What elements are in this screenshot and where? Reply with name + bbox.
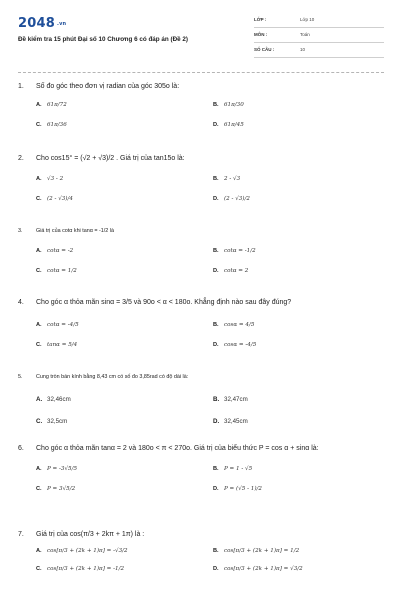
- site-logo[interactable]: [18, 16, 66, 31]
- option-label: D.: [213, 196, 219, 202]
- answer-options: [18, 308, 384, 352]
- option-c[interactable]: [36, 122, 67, 128]
- option-label: A.: [36, 466, 42, 472]
- question-number: 1.: [18, 83, 24, 90]
- option-label: C.: [36, 122, 42, 128]
- question-text: [18, 298, 384, 308]
- option-value: cotα = 1/2: [47, 268, 77, 274]
- option-label: C.: [36, 566, 42, 572]
- question-6: [18, 444, 384, 498]
- question-number: 6.: [18, 445, 24, 452]
- option-label: C.: [36, 196, 42, 202]
- option-label: C.: [36, 418, 43, 425]
- option-value: P = (√5 - 1)/2: [224, 486, 262, 492]
- meta-label: MÔN :: [254, 32, 268, 37]
- option-b[interactable]: [213, 548, 299, 554]
- meta-value: Lớp 10: [300, 17, 315, 22]
- meta-label: LỚP :: [254, 17, 267, 22]
- option-label: D.: [213, 268, 219, 274]
- header: [18, 14, 384, 66]
- meta-value: 10: [300, 47, 306, 52]
- option-d[interactable]: [213, 566, 303, 572]
- option-c[interactable]: [36, 566, 124, 572]
- question-text: [18, 154, 384, 164]
- option-d[interactable]: [213, 418, 248, 425]
- option-label: D.: [213, 342, 219, 348]
- option-value: P = 1 - √5: [224, 466, 253, 472]
- option-d[interactable]: [213, 486, 262, 492]
- option-label: B.: [213, 466, 219, 472]
- option-value: 61π/30: [224, 102, 244, 108]
- option-d[interactable]: [213, 342, 256, 348]
- question-text: [18, 82, 384, 92]
- option-a[interactable]: [36, 396, 71, 403]
- option-d[interactable]: [213, 196, 250, 202]
- option-value: 32,47cm: [224, 396, 248, 403]
- question-body: Cho góc α thỏa mãn sinα = 3/5 và 90o < α < 180o. Khẳng định nào sau đây đúng?: [36, 299, 292, 306]
- option-a[interactable]: [36, 102, 67, 108]
- answer-options: [18, 454, 384, 498]
- question-text: [18, 226, 384, 236]
- option-value: (2 - √3)/4: [47, 196, 73, 202]
- option-value: cotα = 2: [224, 268, 249, 274]
- question-number: 4.: [18, 299, 24, 306]
- option-a[interactable]: [36, 248, 73, 254]
- option-label: D.: [213, 418, 220, 425]
- option-b[interactable]: [213, 322, 254, 328]
- option-label: D.: [213, 122, 219, 128]
- option-d[interactable]: [213, 122, 244, 128]
- meta-row-subject: [254, 31, 384, 43]
- option-label: C.: [36, 268, 42, 274]
- question-body: Cho góc α thỏa mãn tanα = 2 và 180o < π < 270o. Giá trị của biểu thức P = cos α + sinα là:: [36, 445, 319, 452]
- option-c[interactable]: [36, 342, 77, 348]
- question-7: [18, 530, 384, 584]
- question-body: Cho cos15° = (√2 + √3)/2 . Giá trị của tan15o là:: [36, 155, 185, 162]
- document-title: Đề kiểm tra 15 phút Đại số 10 Chương 6 có đáp án (Đề 2): [18, 36, 188, 43]
- meta-table: [254, 16, 384, 61]
- option-label: A.: [36, 248, 42, 254]
- option-label: B.: [213, 322, 219, 328]
- option-value: 61π/45: [224, 122, 244, 128]
- option-label: B.: [213, 396, 220, 403]
- question-number: 7.: [18, 531, 24, 538]
- option-b[interactable]: [213, 248, 256, 254]
- meta-value: Toán: [300, 32, 310, 37]
- question-text: [18, 444, 384, 454]
- question-body: Giá trị của cos(π/3 + 2kπ + 1π) là :: [36, 531, 145, 538]
- logo-suffix: .vn: [56, 20, 67, 27]
- option-c[interactable]: [36, 486, 75, 492]
- option-b[interactable]: [213, 396, 248, 403]
- question-body: Cung tròn bán kính bằng 8,43 cm có số đo 3,85rad có độ dài là:: [36, 374, 189, 380]
- question-number: 5.: [18, 374, 23, 380]
- option-label: D.: [213, 566, 219, 572]
- option-label: D.: [213, 486, 219, 492]
- option-label: B.: [213, 548, 219, 554]
- option-value: cotα = -4/5: [47, 322, 79, 328]
- question-4: [18, 298, 384, 352]
- option-label: B.: [213, 102, 219, 108]
- option-label: C.: [36, 342, 42, 348]
- option-b[interactable]: [213, 466, 252, 472]
- option-label: A.: [36, 396, 43, 403]
- question-1: [18, 82, 384, 136]
- option-value: cotα = -1/2: [224, 248, 256, 254]
- answer-options: [18, 382, 384, 426]
- option-label: A.: [36, 322, 42, 328]
- option-value: √3 - 2: [47, 176, 64, 182]
- question-3: [18, 226, 384, 280]
- meta-row-count: [254, 46, 384, 58]
- option-value: cos[π/3 + (2k + 1)π] = 1/2: [224, 548, 300, 554]
- header-divider: [18, 72, 384, 73]
- option-b[interactable]: [213, 176, 240, 182]
- question-text: [18, 372, 384, 382]
- question-number: 2.: [18, 155, 24, 162]
- question-body: Giá trị của cotα khi tanα = -1/2 là: [36, 228, 114, 234]
- option-c[interactable]: [36, 268, 77, 274]
- option-value: 32,46cm: [47, 396, 71, 403]
- answer-options: [18, 164, 384, 208]
- option-label: B.: [213, 176, 219, 182]
- question-5: [18, 372, 384, 426]
- option-b[interactable]: [213, 102, 244, 108]
- answer-options: [18, 540, 384, 584]
- option-value: P = 3√5/2: [47, 486, 76, 492]
- logo-text: 2048: [18, 16, 55, 31]
- option-label: B.: [213, 248, 219, 254]
- option-value: cosα = 4/5: [224, 322, 255, 328]
- option-value: 32,45cm: [224, 418, 248, 425]
- option-a[interactable]: [36, 466, 77, 472]
- meta-row-class: [254, 16, 384, 28]
- answer-options: [18, 236, 384, 280]
- option-value: 32,5cm: [47, 418, 68, 425]
- question-number: 3.: [18, 228, 23, 234]
- option-label: C.: [36, 486, 42, 492]
- option-label: A.: [36, 102, 42, 108]
- option-value: 61π/36: [47, 122, 67, 128]
- option-a[interactable]: [36, 176, 63, 182]
- option-value: cos[π/3 + (2k + 1)π] = √3/2: [224, 566, 303, 572]
- option-d[interactable]: [213, 268, 248, 274]
- option-value: cotα = -2: [47, 248, 74, 254]
- option-value: (2 - √3)/2: [224, 196, 250, 202]
- option-value: 61π/72: [47, 102, 67, 108]
- question-2: [18, 154, 384, 208]
- answer-options: [18, 92, 384, 136]
- option-a[interactable]: [36, 322, 79, 328]
- question-body: Số đo góc theo đơn vị radian của góc 305o là:: [36, 83, 180, 90]
- option-value: cos[π/3 + (2k + 1)π] = -1/2: [47, 566, 125, 572]
- option-c[interactable]: [36, 196, 73, 202]
- option-value: cosα = -4/5: [224, 342, 257, 348]
- option-label: A.: [36, 548, 42, 554]
- option-a[interactable]: [36, 548, 128, 554]
- option-c[interactable]: [36, 418, 67, 425]
- question-text: [18, 530, 384, 540]
- option-label: A.: [36, 176, 42, 182]
- option-value: P = -3√5/5: [47, 466, 78, 472]
- meta-label: SỐ CÂU :: [254, 47, 275, 52]
- option-value: tanα = 5/4: [47, 342, 78, 348]
- option-value: 2 - √3: [224, 176, 241, 182]
- option-value: cos[π/3 + (2k + 1)π] = -√3/2: [47, 548, 128, 554]
